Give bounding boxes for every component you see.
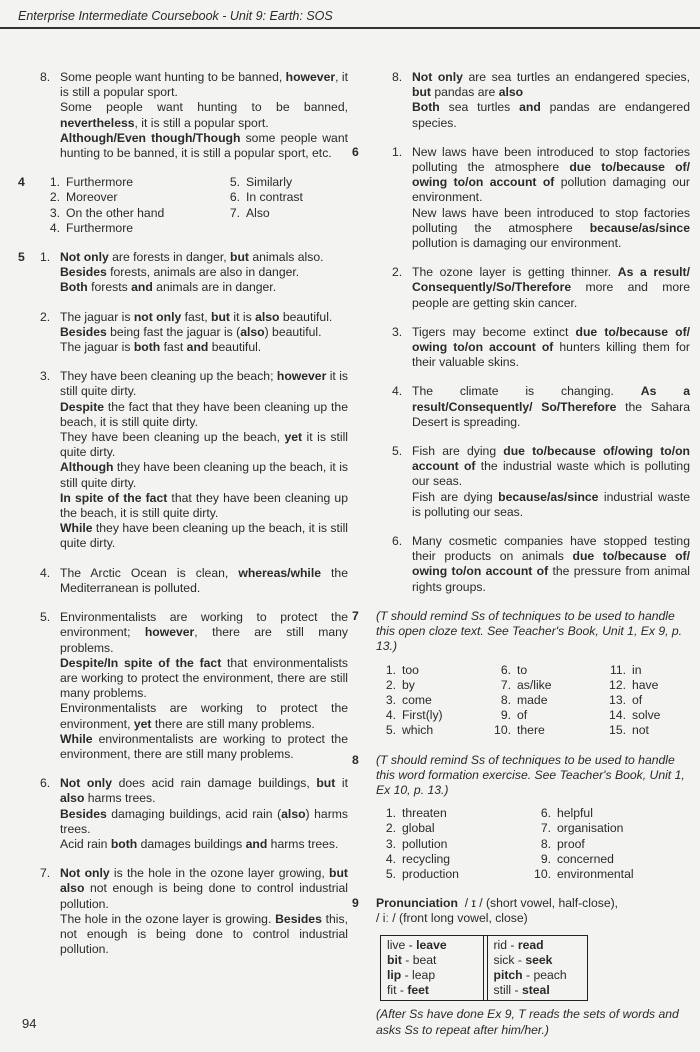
section-9: 9 Pronunciation / ɪ / (short vowel, half-close), / iː / (front long vowel, close) live - leave bit - beat lip - leap fit - feet rid - read sick - seek pitch - peach still - steal (After Ss have done Ex 9, T reads the sets of words and asks Ss to repeat after him/her.) bbox=[352, 896, 690, 1038]
section-number: 7 bbox=[352, 608, 359, 623]
answer-item: 8. Not only are sea turtles an endangered species, but pandas are also Both sea turtles and pandas are endangered species. bbox=[392, 70, 690, 130]
section-5-continued bbox=[370, 70, 690, 131]
section-7 bbox=[352, 609, 690, 739]
list-item: 15. not bbox=[609, 723, 649, 738]
teacher-note: (After Ss have done Ex 9, T reads the sets of words and asks Ss to repeat after him/her.) bbox=[376, 1007, 679, 1037]
word-pair: live - leave bbox=[387, 937, 447, 952]
answer-list bbox=[40, 175, 348, 236]
answer-item: 6. Not only does acid rain damage buildings, but it also harms trees. Besides damaging buildings, acid rain (also) harms trees. Acid rain both damages buildings and harms trees. bbox=[40, 776, 348, 851]
list-item: 3. pollution bbox=[385, 836, 448, 851]
list-item: 11. in bbox=[609, 662, 642, 677]
answer-item: 5. Environmentalists are working to protect the environment; however, there are still many problems. Despite/In spite of the fact that environmentalists are working to protect the environment, there are still many problems. Environmentalists are working to protect the environment, yet there are still many problems. While environmentalists are working to protect the environment, there are still many problems. bbox=[40, 610, 349, 761]
list-item: 10. there bbox=[494, 723, 545, 738]
word-pair: lip - leap bbox=[387, 967, 436, 982]
answer-item: 3. They have been cleaning up the beach; however it is still quite dirty. Despite the fact that they have been cleaning up the beach, it is still quite dirty. They have been cleaning up the beach, yet it is still quite dirty. Although they have been cleaning up the beach, it is still quite dirty. In spite of the fact that they have been cleaning up the beach, it is still quite dirty. While they have been cleaning up the beach, it is still quite dirty. bbox=[40, 369, 349, 551]
list-item: 2. by bbox=[385, 677, 415, 692]
answer-item: 4. The Arctic Ocean is clean, whereas/while the Mediterranean is polluted. bbox=[40, 565, 348, 595]
section-8 bbox=[352, 753, 690, 883]
list-item: 8. proof bbox=[540, 836, 585, 851]
teacher-instruction: (T should remind Ss of techniques to be used to handle this open cloze text. See Teacher's Book, Unit 1, Ex 9, p. 13.) bbox=[376, 608, 683, 654]
section-3-continued bbox=[18, 70, 348, 161]
list-item: 5. production bbox=[385, 866, 459, 881]
section-4 bbox=[18, 175, 348, 236]
answer-item: 8. Some people want hunting to be banned, however, it is still a popular sport. Some people want hunting to be banned, nevertheless, it is still a popular sport. Although/Even though/Though some people want hunting to be banned, it is still a popular sport, etc. bbox=[40, 70, 348, 161]
answer-item: 1. Not only are forests in danger, but animals also. Besides forests, animals are also in danger. Both forests and animals are in danger. bbox=[40, 250, 324, 295]
header-rule bbox=[0, 27, 700, 29]
list-item: 4. Furthermore bbox=[49, 220, 134, 235]
word-pair: bit - beat bbox=[387, 952, 437, 967]
left-column bbox=[18, 70, 348, 971]
list-item: 6. helpful bbox=[540, 806, 593, 821]
list-item: 13. of bbox=[609, 692, 643, 707]
list-item: 9. concerned bbox=[540, 851, 614, 866]
answer-list bbox=[376, 806, 690, 882]
list-item: 5. which bbox=[385, 723, 434, 738]
answer-item: 3. Tigers may become extinct due to/because of/ owing to/on account of hunters killing them for their valuable skins. bbox=[392, 324, 691, 370]
answer-item: 2. The ozone layer is getting thinner. As a result/ Consequently/So/Therefore more and more people are getting skin cancer. bbox=[392, 265, 690, 310]
list-item: 9. of bbox=[500, 708, 528, 723]
section-number: 6 bbox=[352, 144, 359, 159]
list-item: 4. recycling bbox=[385, 851, 451, 866]
list-item: 8. made bbox=[500, 692, 548, 707]
teacher-instruction: (T should remind Ss of techniques to be used to handle this word formation exercise. See Teacher's Book, Unit 1, Ex 10, p. 13.) bbox=[376, 752, 685, 797]
list-item: 12. have bbox=[609, 677, 659, 692]
pronunciation-table bbox=[380, 935, 588, 1002]
list-item: 2. global bbox=[385, 821, 435, 836]
right-column bbox=[352, 70, 691, 1052]
list-item: 7. Also bbox=[229, 205, 270, 220]
answer-item: 4. The climate is changing. As a result/Consequently/ So/Therefore the Sahara Desert is spreading. bbox=[392, 384, 691, 429]
answer-list bbox=[376, 663, 690, 739]
running-header: Enterprise Intermediate Coursebook - Unit 9: Earth: SOS bbox=[18, 9, 333, 23]
list-item: 1. too bbox=[385, 662, 419, 677]
list-item: 5. Similarly bbox=[229, 175, 293, 190]
answer-item: 5. Fish are dying due to/because of/owing to/on account of the industrial waste which is polluting our seas. Fish are dying because/as/since industrial waste is polluting our seas. bbox=[392, 444, 690, 519]
list-item: 10. environmental bbox=[534, 866, 634, 881]
answer-item: 2. The jaguar is not only fast, but it is also beautiful. Besides being fast the jaguar is (also) beautiful. The jaguar is both fast and beautiful. bbox=[40, 309, 333, 355]
list-item: 3. On the other hand bbox=[49, 205, 165, 220]
list-item: 6. In contrast bbox=[229, 190, 303, 205]
word-pair: fit - feet bbox=[387, 983, 429, 998]
section-number: 8 bbox=[352, 752, 359, 767]
section-6 bbox=[352, 145, 690, 595]
list-item: 2. Moreover bbox=[49, 190, 118, 205]
list-item: 7. organisation bbox=[540, 821, 624, 836]
list-item: 7. as/like bbox=[500, 677, 552, 692]
section-number: 5 bbox=[18, 250, 25, 265]
answer-item: 1. New laws have been introduced to stop factories polluting the atmosphere due to/because of/ owing to/on account of pollution damaging our environment. New laws have been introduced to stop factories polluting the atmosphere because/as/since pollution is damaging our environment. bbox=[392, 144, 690, 251]
page-number: 94 bbox=[22, 1016, 37, 1031]
answer-item: 7. Not only is the hole in the ozone layer growing, but also not enough is being done to control industrial pollution. The hole in the ozone layer is growing. Besides this, not enough is being done to control industrial pollution. bbox=[40, 866, 348, 957]
list-item: 1. Furthermore bbox=[49, 175, 134, 190]
word-pair: pitch - peach bbox=[493, 967, 567, 982]
list-item: 14. solve bbox=[609, 708, 661, 723]
word-pair: rid - read bbox=[493, 937, 544, 952]
section-title: Pronunciation bbox=[376, 896, 458, 911]
section-5 bbox=[18, 250, 348, 957]
list-item: 4. First(ly) bbox=[385, 708, 443, 723]
section-number: 4 bbox=[18, 175, 25, 190]
list-item: 3. come bbox=[385, 692, 432, 707]
word-pair: still - steal bbox=[493, 983, 550, 998]
section-number: 9 bbox=[352, 896, 359, 911]
list-item: 6. to bbox=[500, 662, 528, 677]
list-item: 1. threaten bbox=[385, 806, 447, 821]
word-pair: sick - seek bbox=[493, 952, 553, 967]
answer-item: 6. Many cosmetic companies have stopped testing their products on animals due to/because of/ owing to/on account of the pressure from animal rights groups. bbox=[392, 534, 690, 594]
